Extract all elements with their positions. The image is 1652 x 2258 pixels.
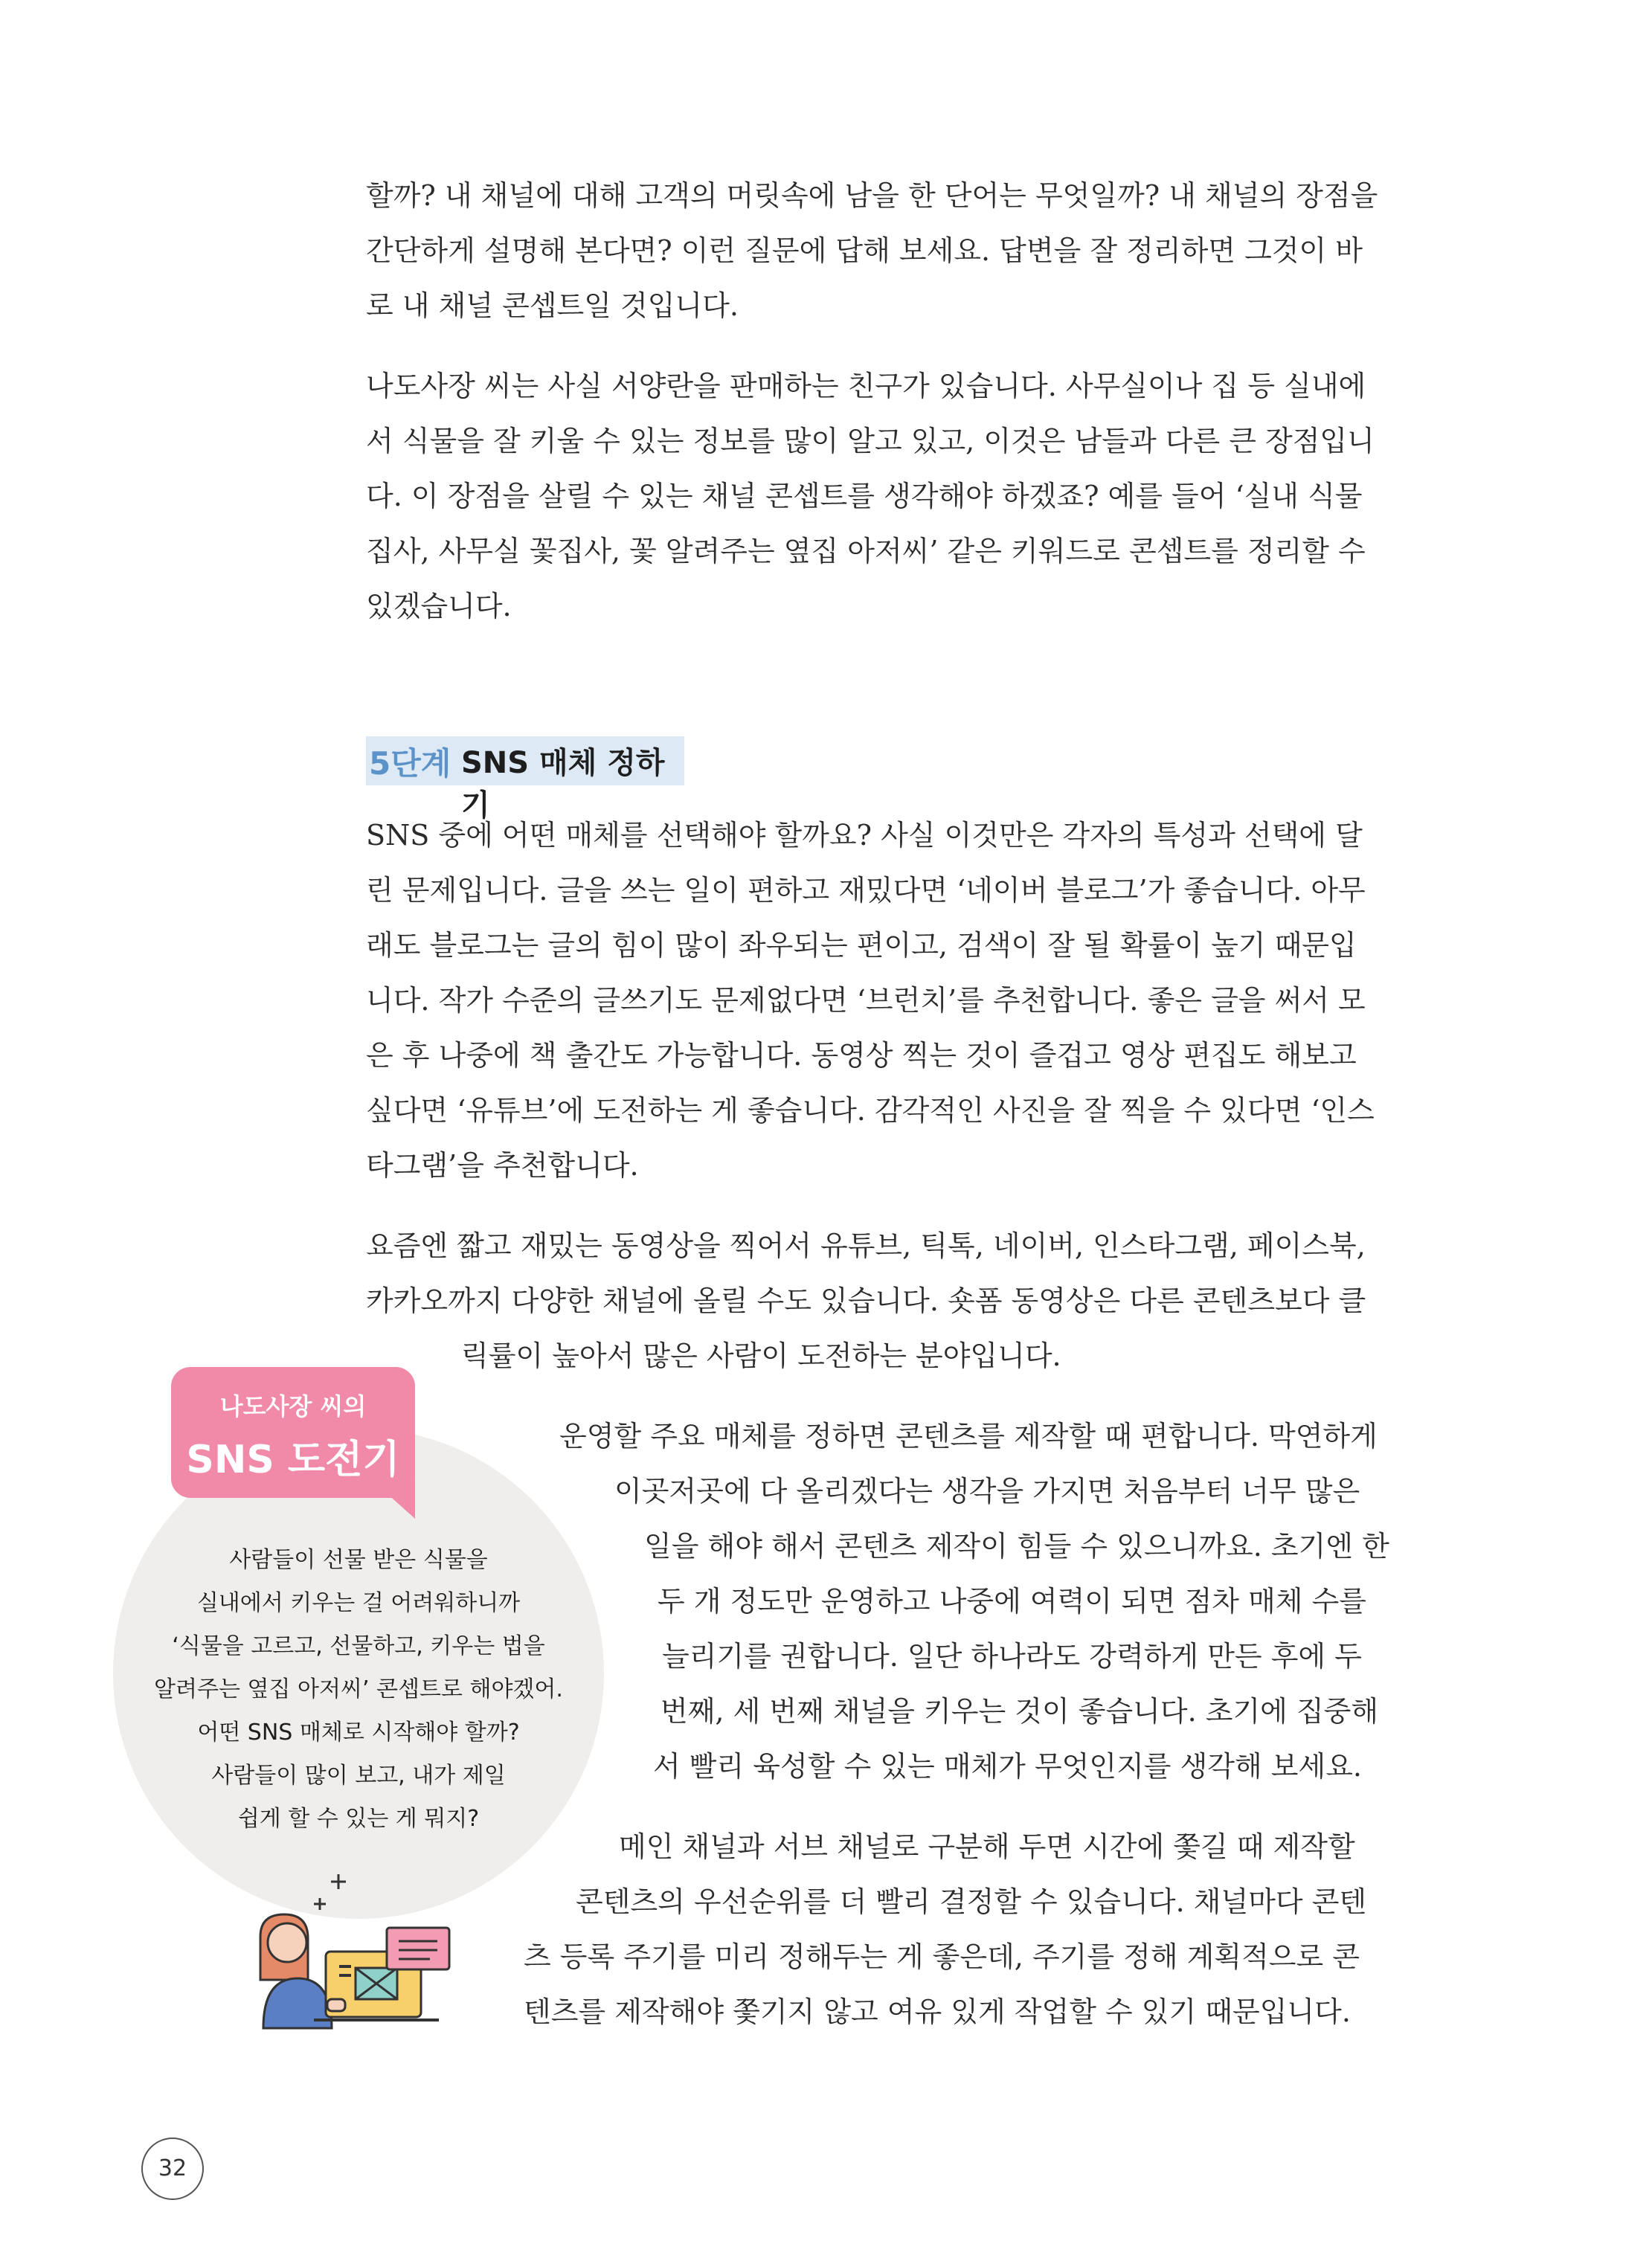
text-line: 린 문제입니다. 글을 쓰는 일이 편하고 재밌다면 ‘네이버 블로그’가 좋습니다. 아무 — [366, 874, 1366, 907]
text-line: 로 내 채널 콘셉트일 것입니다. — [366, 289, 739, 322]
text-line: 두 개 정도만 운영하고 나중에 여력이 되면 점차 매체 수를 — [658, 1585, 1366, 1618]
note-line: 알려주는 옆집 아저씨’ 콘셉트로 해야겠어. — [154, 1676, 563, 1702]
text-line: 텐츠를 제작해야 쫓기지 않고 여유 있게 작업할 수 있기 때문입니다. — [524, 1995, 1351, 2028]
text-line: 나도사장 씨는 사실 서양란을 판매하는 친구가 있습니다. 사무실이나 집 등 실내에 — [366, 370, 1366, 402]
note-line: 어떤 SNS 매체로 시작해야 할까? — [197, 1720, 520, 1746]
text-line: 간단하게 설명해 본다면? 이런 질문에 답해 보세요. 답변을 잘 정리하면 그것이 바 — [366, 234, 1363, 267]
text-line: 이곳저곳에 다 올리겠다는 생각을 가지면 처음부터 너무 많은 — [614, 1475, 1360, 1508]
text-line: 콘텐츠의 우선순위를 더 빨리 결정할 수 있습니다. 채널마다 콘텐 — [576, 1885, 1367, 1918]
text-line: 은 후 나중에 책 출간도 가능합니다. 동영상 찍는 것이 즐겁고 영상 편집도 해보고 — [366, 1039, 1357, 1072]
badge-subtitle: 나도사장 씨의 — [219, 1392, 367, 1421]
text-line: 릭률이 높아서 많은 사람이 도전하는 분야입니다. — [461, 1339, 1061, 1372]
text-line: 할까? 내 채널에 대해 고객의 머릿속에 남을 한 단어는 무엇일까? 내 채널의 장점을 — [366, 179, 1378, 212]
text-line: 집사, 사무실 꽃집사, 꽃 알려주는 옆집 아저씨’ 같은 키워드로 콘셉트를 정리할 수 — [366, 535, 1366, 567]
sparkle-icon — [314, 1874, 346, 1910]
step-label: 5단계 — [369, 745, 451, 782]
note-line: 사람들이 많이 보고, 내가 제일 — [211, 1763, 506, 1789]
note-line: 실내에서 키우는 걸 어려워하니까 — [196, 1590, 521, 1616]
text-line: 번째, 세 번째 채널을 키우는 것이 좋습니다. 초기에 집중해 — [661, 1695, 1379, 1728]
text-line: 츠 등록 주기를 미리 정해두는 게 좋은데, 주기를 정해 계획적으로 콘 — [524, 1940, 1360, 1973]
text-line: 서 식물을 잘 키울 수 있는 정보를 많이 알고 있고, 이것은 남들과 다른 큰 장점입니 — [366, 425, 1375, 457]
section-title: SNS 매체 정하기 — [461, 746, 665, 823]
page-number: 32 — [141, 2138, 204, 2200]
text-line: 타그램’을 추천합니다. — [366, 1149, 639, 1182]
text-line: 요즘엔 짧고 재밌는 동영상을 찍어서 유튜브, 틱톡, 네이버, 인스타그램, 페이스북, — [366, 1229, 1366, 1262]
text-line: 메인 채널과 서브 채널로 구분해 두면 시간에 쫓길 때 제작할 — [619, 1830, 1355, 1863]
badge-title: SNS 도전기 — [186, 1438, 400, 1482]
text-line: SNS 중에 어떤 매체를 선택해야 할까요? 사실 이것만은 각자의 특성과 선택에 달 — [366, 819, 1363, 852]
text-line: 다. 이 장점을 살릴 수 있는 채널 콘셉트를 생각해야 하겠죠? 예를 들어 ‘실내 식물 — [366, 480, 1363, 512]
text-line: 니다. 작가 수준의 글쓰기도 문제없다면 ‘브런치’를 추천합니다. 좋은 글을 써서 모 — [366, 984, 1366, 1017]
text-line: 있겠습니다. — [366, 590, 512, 623]
text-line: 운영할 주요 매체를 정하면 콘텐츠를 제작할 때 편합니다. 막연하게 — [559, 1420, 1378, 1453]
note-line: 사람들이 선물 받은 식물을 — [229, 1547, 488, 1573]
sidebar-badge — [171, 1367, 415, 1498]
text-line: 일을 해야 해서 콘텐츠 제작이 힘들 수 있으니까요. 초기엔 한 — [644, 1530, 1389, 1563]
text-line: 래도 블로그는 글의 힘이 많이 좌우되는 편이고, 검색이 잘 될 확률이 높기 때문입 — [366, 929, 1357, 962]
text-line: 늘리기를 권합니다. 일단 하나라도 강력하게 만든 후에 두 — [662, 1640, 1362, 1673]
note-line: 쉽게 할 수 있는 게 뭐지? — [237, 1806, 480, 1832]
note-line: ‘식물을 고르고, 선물하고, 키우는 법을 — [172, 1633, 545, 1659]
text-line: 카카오까지 다양한 채널에 올릴 수도 있습니다. 숏폼 동영상은 다른 콘텐츠보다 클 — [366, 1284, 1366, 1317]
person-laptop-illustration — [245, 1868, 469, 2032]
text-line: 싶다면 ‘유튜브’에 도전하는 게 좋습니다. 감각적인 사진을 잘 찍을 수 있다면 ‘인스 — [366, 1094, 1375, 1127]
text-line: 서 빨리 육성할 수 있는 매체가 무엇인지를 생각해 보세요. — [653, 1750, 1362, 1783]
section-heading — [366, 736, 684, 823]
